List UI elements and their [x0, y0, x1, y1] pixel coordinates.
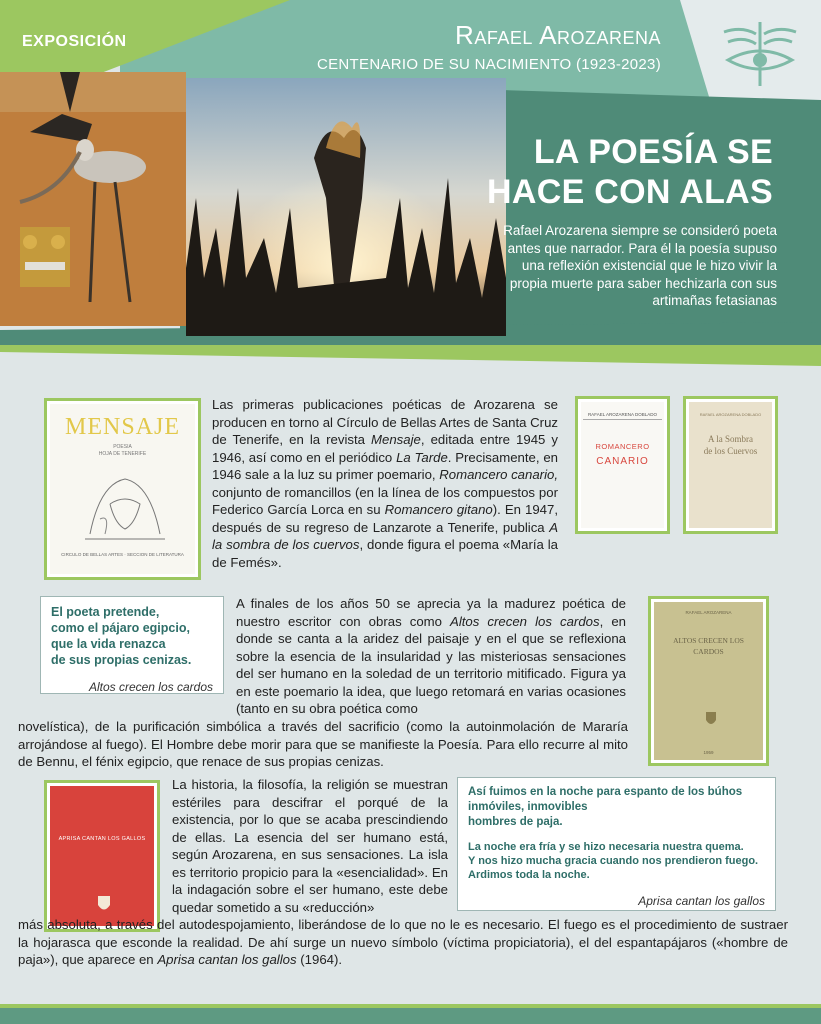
cover-sombra-cuervos [683, 396, 778, 534]
burning-figure-photo [186, 78, 506, 336]
cover-sombra-author: RAFAEL AROZARENA DOBLADO [699, 412, 762, 417]
quote-box-aprisa [457, 777, 776, 911]
cover-sombra-title1: A la Sombra [708, 434, 753, 444]
paragraph-3a: La historia, la filosofía, la religión se muestran estériles para descifrar el porqué de la existencia, por lo que se acaba prescindiendo de ellas. La esencia del ser humano está, según Arozarena, en sus sensaciones. La isla es territorio propicio para la «esencialidad». En la indagación sobre el ser humano, este debe quedar sometido a su «reducción» [172, 777, 448, 915]
quote-aprisa-line3: hombres de paja. [468, 816, 563, 828]
cover-altos-title1: ALTOS CRECEN LOS [673, 636, 744, 645]
cover-mensaje-illustration [80, 464, 170, 544]
quote-aprisa-line1: Así fuimos en la noche para espanto de los búhos [468, 786, 743, 798]
cover-mensaje [44, 398, 201, 580]
title-line-1: LA POESÍA SE [533, 133, 773, 171]
cover-romancero-title1: ROMANCERO [595, 442, 650, 451]
intro-text: Rafael Arozarena siempre se consideró poeta antes que narrador. Para él la poesía supuso una reflexión existencial que le hizo vivir la propia muerte para saber hechizarla con sus artimañas fetasianas [503, 223, 777, 308]
footer-stripe-teal [0, 1008, 821, 1024]
cover-mensaje-line1: POESIA [113, 444, 132, 450]
quote-altos-line3: que la vida renazca [51, 637, 166, 651]
section-label: EXPOSICIÓN [22, 33, 127, 50]
quote-altos-line2: como el pájaro egipcio, [51, 621, 190, 635]
cover-aprisa-title: APRISA CANTAN LOS GALLOS [58, 836, 146, 842]
quote-aprisa-line6: Ardimos toda la noche. [468, 869, 590, 881]
quote-altos-line4: de sus propias cenizas. [51, 653, 192, 667]
quote-aprisa-line4: La noche era fría y se hizo necesaria nuestra quema. [468, 841, 744, 853]
cover-mensaje-title: MENSAJE [64, 414, 180, 440]
paragraph-1: Las primeras publicaciones poéticas de Arozarena se producen en torno al Círculo de Bellas Artes de Santa Cruz de Tenerife, en la revista Mensaje, editada entre 1945 y 1946, así como en el periódico La Tarde. Precisamente, en 1946 sale a la luz su primer poemario, Romancero canario, conjunto de romancillos (en la línea de los compuestos por Federico García Lorca en su Romancero gitano). En 1947, después de su regreso de Lanzarote a Tenerife, publica A la sombra de los cuervos, donde figura el poema «María la de Femés». [212, 397, 559, 570]
cover-mensaje-line2: HOJA DE TENERIFE [98, 451, 147, 457]
quote-aprisa-line5: Y nos hizo mucha gracia cuando nos prendieron fuego. [468, 855, 759, 867]
cover-altos-crecen [648, 596, 769, 766]
author-name: Rafael Arozarena [455, 20, 661, 50]
cover-aprisa-emblem [96, 894, 112, 914]
cover-altos-emblem [704, 710, 718, 728]
cover-romancero-title2: CANARIO [596, 456, 649, 467]
paragraph-2b: novelística), de la purificación simbólica a través del sacrificio (como la autoinmolación de Mararía arrojándose al fuego). El Hombre debe morir para que se manifieste la Poesía. Para ello recurre al mito de Bennu, el fénix egipcio, que renace de sus propias cenizas. [18, 719, 628, 769]
exhibition-logo [720, 22, 800, 86]
quote-box-altos [40, 596, 224, 694]
cover-aprisa-cantan [44, 780, 160, 932]
cover-romancero-author: RAFAEL AROZARENA DOBLADO [583, 412, 662, 420]
cover-altos-year: 1959 [703, 750, 714, 755]
quote-altos-line1: El poeta pretende, [51, 605, 160, 619]
paragraph-3b: más absoluta, a través del autodespojamiento, liberándose de lo que no le es necesario. El fuego es el procedimiento de sustraer la hojarasca que esconde la realidad. De ahí surge un nuevo símbolo (víctima propiciatoria), el del espantapájaros («hombre de paja»), que aparece en Aprisa cantan los gallos (1964). [18, 917, 788, 967]
cover-mensaje-footer: CIRCULO DE BELLAS ARTES · SECCION DE LITERATURA [61, 552, 184, 557]
cover-sombra-title2: de los Cuervos [703, 446, 758, 456]
title-line-2: HACE CON ALAS [487, 173, 773, 211]
centenary-subtitle: CENTENARIO DE SU NACIMIENTO (1923-2023) [316, 56, 661, 73]
cover-altos-title2: CARDOS [693, 647, 724, 656]
quote-altos-source: Altos crecen los cardos [88, 680, 213, 694]
quote-aprisa-line2: inmóviles, inmovibles [468, 801, 588, 813]
cover-romancero-canario [575, 396, 670, 534]
quote-aprisa-source: Aprisa cantan los gallos [638, 894, 765, 908]
cover-altos-author: RAFAEL AROZARENA [685, 610, 732, 615]
paragraph-2a: A finales de los años 50 se aprecia ya la madurez poética de nuestro escritor con obras como Altos crecen los cardos, en donde se canta a la aridez del paisaje y en el que se reflexiona sobre la esencia de la insularidad y las misteriosas sensaciones del ser humano en la soledad de un territorio mitificado. Figura ya en este poemario la idea, que luego retomará en varias ocasiones (tanto en su obra poética como [236, 596, 626, 716]
page-title [473, 132, 773, 212]
ibis-painting-image [0, 72, 186, 326]
